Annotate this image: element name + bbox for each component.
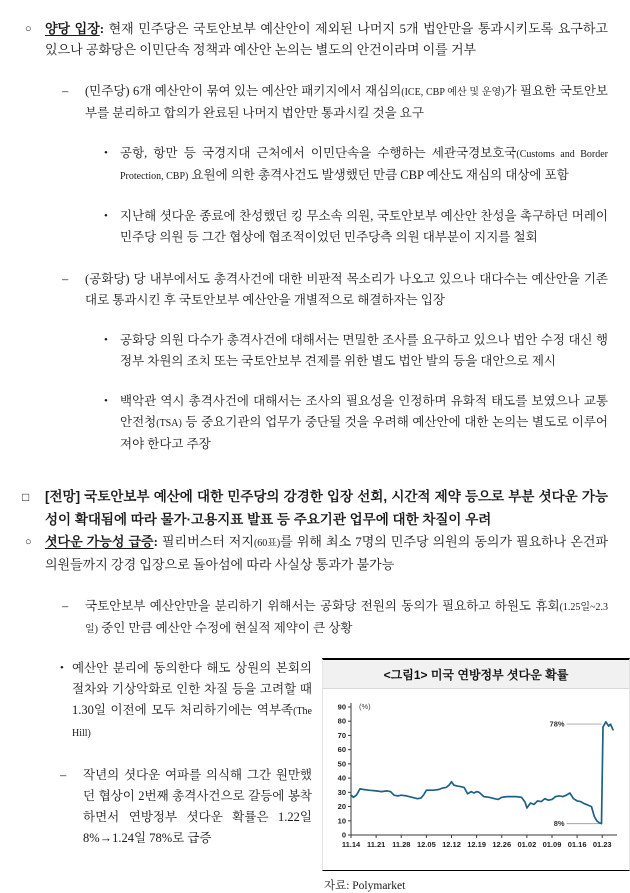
dot-bullet-icon: • xyxy=(104,334,108,346)
svg-text:12.19: 12.19 xyxy=(467,840,487,849)
bottom-two-column-section xyxy=(22,658,612,893)
paragraph-both-parties-stance xyxy=(25,18,608,60)
paragraph-senate-procedure xyxy=(60,658,312,744)
svg-text:01.02: 01.02 xyxy=(517,840,537,849)
paragraph-house-recess xyxy=(62,596,608,640)
svg-text:40: 40 xyxy=(337,773,346,783)
paragraph-text: 예산안 분리에 동의한다 해도 상원의 본회의 절차와 기상악화로 인한 차질 등을 고려할 때 1.30일 이전에 모두 처리하기에는 역부족(The Hill) xyxy=(72,661,312,739)
paragraph-text: 양당 입장: 현재 민주당은 국토안보부 예산안이 제외된 나머지 5개 법안만을 통과시키도록 요구하고 있으나 공화당은 이민단속 정책과 예산안 논의는 별도의 안건이라며 이를 거부 xyxy=(45,21,608,57)
dash-bullet-icon: – xyxy=(62,599,69,613)
figure-title: <그림1> 미국 연방정부 셧다운 확률 xyxy=(323,660,629,689)
svg-text:12.26: 12.26 xyxy=(492,840,512,849)
svg-text:20: 20 xyxy=(337,802,346,812)
paragraph-republicans-stance xyxy=(62,269,608,311)
svg-text:12.05: 12.05 xyxy=(416,840,436,849)
circle-bullet-icon: ○ xyxy=(25,536,32,548)
paragraph-text: (민주당) 6개 예산안이 묶여 있는 예산안 패키지에서 재심의(ICE, CBP 예산 및 운영)가 필요한 국토안보부를 분리하고 합의가 완료된 나머지 법안만 통과시킬 것을 요구 xyxy=(85,84,608,120)
paragraph-support-withdrawn xyxy=(100,206,608,248)
figure-box xyxy=(322,658,630,871)
svg-text:10: 10 xyxy=(337,816,346,826)
paragraph-democrats-demand xyxy=(62,81,608,124)
svg-text:(%): (%) xyxy=(359,702,371,711)
dot-bullet-icon: • xyxy=(104,210,108,222)
dash-bullet-icon: – xyxy=(60,768,67,782)
paragraph-probability-jump xyxy=(60,765,312,849)
paragraph-text: 셧다운 가능성 급증: 필리버스터 저지(60표)를 위해 최소 7명의 민주당 의원의 동의가 필요하나 온건파 의원들까지 강경 입장으로 돌아섬에 따라 사실상 통과가 불가능 xyxy=(45,534,609,572)
paragraph-text: 공항, 항만 등 국경지대 근처에서 이민단속을 수행하는 세관국경보호국(Customs and Border Protection, CBP) 요원에 의한 총격사건도 발생했던 만큼 CBP 예산도 재심의 대상에 포함 xyxy=(120,146,608,182)
svg-text:12.12: 12.12 xyxy=(442,840,461,849)
paragraph-shutdown-probability-surge xyxy=(25,531,608,575)
paragraph-text: 국토안보부 예산안만을 분리하기 위해서는 공화당 전원의 동의가 필요하고 하원도 휴회(1.25일~2.3일) 중인 만큼 예산안 수정에 현실적 제약이 큰 상황 xyxy=(85,599,608,635)
svg-text:50: 50 xyxy=(337,759,346,769)
dot-bullet-icon: • xyxy=(104,147,108,159)
svg-text:80: 80 xyxy=(337,716,346,726)
outlook-heading xyxy=(22,485,608,531)
left-text-column xyxy=(60,658,312,849)
figure-shutdown-probability xyxy=(322,658,630,893)
svg-text:01.23: 01.23 xyxy=(592,840,612,849)
paragraph-text: 백악관 역시 총격사건에 대해서는 조사의 필요성을 인정하며 유화적 태도를 보였으나 교통안전청(TSA) 등 중요기관의 업무가 중단될 것을 우려해 예산안에 대한 논의는 별도로 이루어져야 한다고 주장 xyxy=(120,394,608,451)
paragraph-republicans-alternatives xyxy=(100,330,608,372)
paragraph-cbp-budget xyxy=(100,143,608,187)
svg-text:60: 60 xyxy=(337,745,346,755)
dash-bullet-icon: – xyxy=(62,272,69,286)
heading-text: [전망] 국토안보부 예산에 대한 민주당의 강경한 입장 선회, 시간적 제약 등으로 부분 셧다운 가능성이 확대됨에 따라 물가·고용지표 발표 등 주요기관 업무에 대한 차질이 우려 xyxy=(45,489,608,527)
svg-text:01.09: 01.09 xyxy=(542,840,562,849)
svg-text:0: 0 xyxy=(341,830,346,840)
svg-text:78%: 78% xyxy=(549,719,565,729)
svg-text:11.28: 11.28 xyxy=(392,840,411,849)
paragraph-text: 공화당 의원 다수가 총격사건에 대해서는 면밀한 조사를 요구하고 있으나 법안 수정 대신 행정부 차원의 조치 또는 국토안보부 견제를 위한 별도 법안 발의 등을 대안으로 제시 xyxy=(120,333,608,368)
dash-bullet-icon: – xyxy=(62,84,69,98)
paragraph-white-house xyxy=(100,391,608,455)
shutdown-probability-line-chart xyxy=(325,693,625,865)
svg-text:11.21: 11.21 xyxy=(366,840,386,849)
svg-text:11.14: 11.14 xyxy=(341,840,361,849)
svg-text:30: 30 xyxy=(337,787,346,797)
paragraph-text: 작년의 셧다운 여파를 의식해 그간 원만했던 협상이 2번째 총격사건으로 갈등에 봉착하면서 연방정부 셧다운 확률은 1.22일 8%→1.24일 78%로 급증 xyxy=(83,768,312,845)
paragraph-text: 지난해 셧다운 종료에 찬성했던 킹 무소속 의원, 국토안보부 예산안 찬성을 촉구하던 머레이 민주당 의원 등 그간 협상에 협조적이었던 민주당측 의원 대부분이 지지를 철회 xyxy=(120,209,608,244)
circle-bullet-icon: ○ xyxy=(25,23,32,35)
svg-text:8%: 8% xyxy=(553,819,565,829)
svg-text:90: 90 xyxy=(337,702,346,712)
square-bullet-icon: □ xyxy=(22,490,30,504)
figure-source: 자료: Polymarket xyxy=(324,880,406,892)
figure-plot-area xyxy=(323,689,629,870)
dot-bullet-icon: • xyxy=(60,662,64,674)
svg-text:01.16: 01.16 xyxy=(567,840,587,849)
dot-bullet-icon: • xyxy=(104,395,108,407)
svg-text:70: 70 xyxy=(337,730,346,740)
paragraph-text: (공화당) 당 내부에서도 총격사건에 대한 비판적 목소리가 나오고 있으나 대다수는 예산안을 기존대로 통과시킨 후 국토안보부 예산안을 개별적으로 해결하자는 입장 xyxy=(85,272,608,307)
